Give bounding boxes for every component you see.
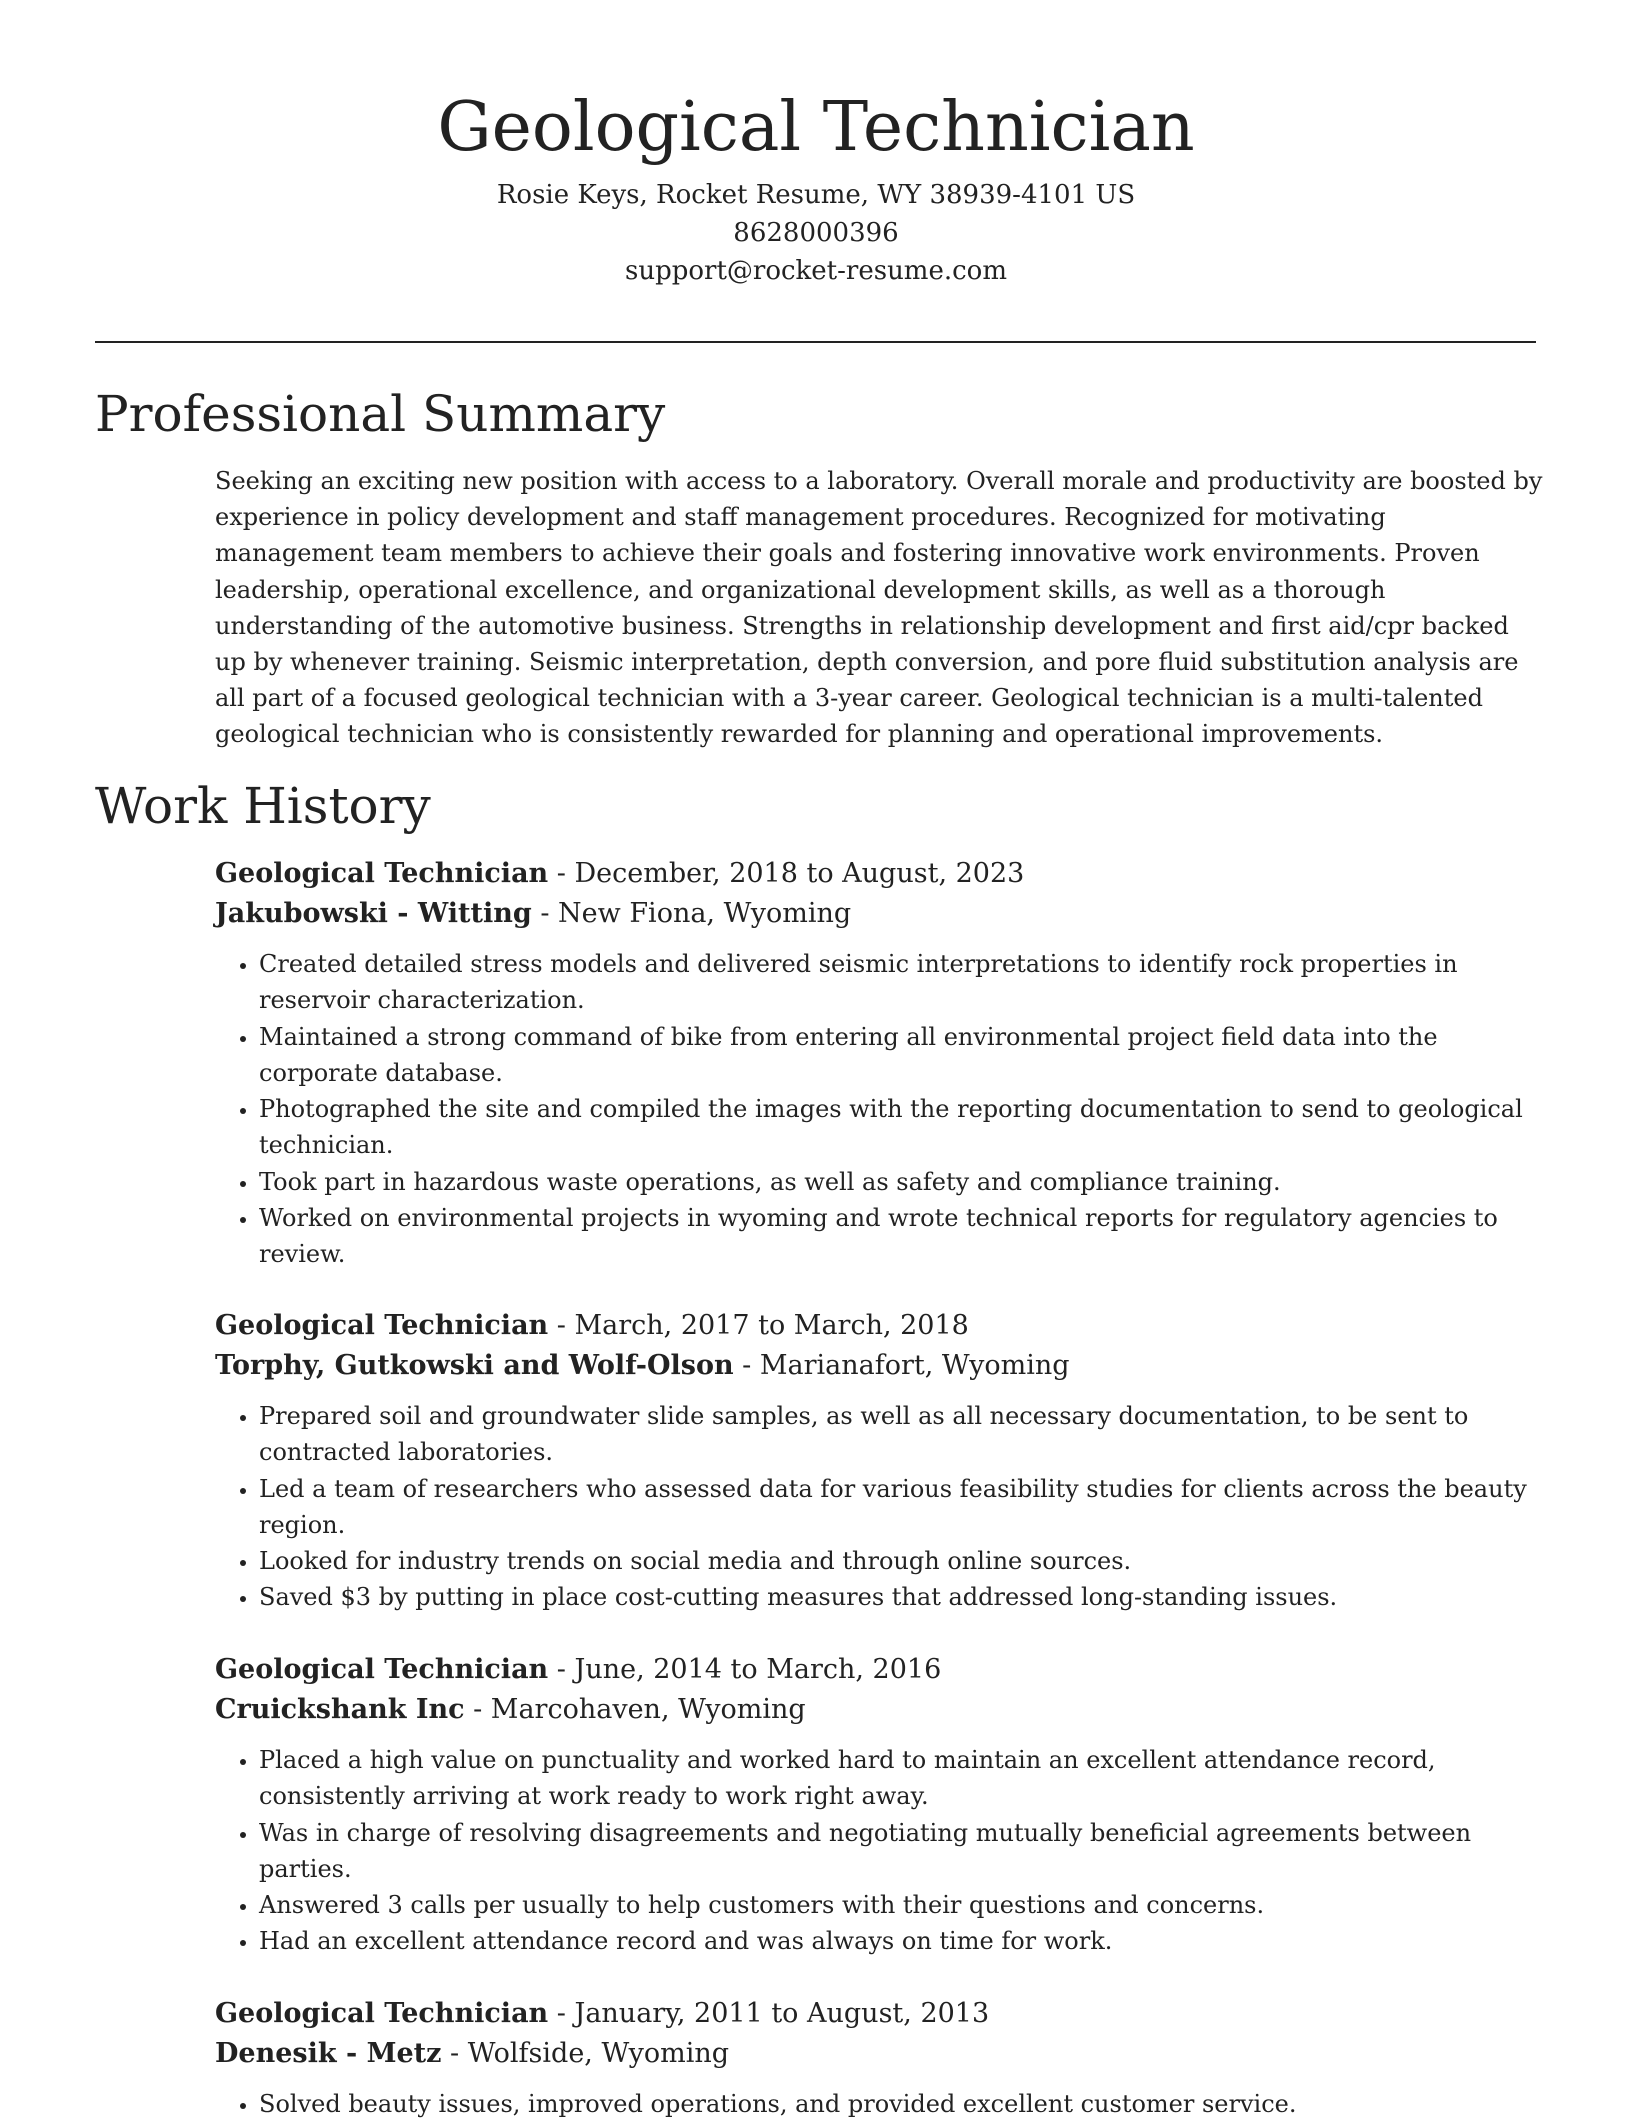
job-location: - Marcohaven, Wyoming: [464, 1694, 806, 1725]
job-bullet: • Worked on environmental projects in wyoming and wrote technical reports for regulatory agencies to review.: [259, 1200, 1545, 1273]
job-bullet: • Looked for industry trends on social media and through online sources.: [259, 1543, 1545, 1579]
job-title: Geological Technician: [215, 1310, 549, 1341]
job-location: - New Fiona, Wyoming: [531, 898, 852, 929]
job-location: - Wolfside, Wyoming: [441, 2038, 730, 2069]
job-bullet: • Prepared soil and groundwater slide samples, as well as all necessary documentation, to be sent to contracted laboratories.: [259, 1398, 1545, 1471]
job-bullet: • Had an excellent attendance record and was always on time for work.: [259, 1923, 1545, 1959]
job-entry: [215, 1650, 1545, 1960]
work-history-heading: Work History: [95, 777, 431, 835]
job-bullet: • Placed a high value on punctuality and worked hard to maintain an excellent attendance record, consistently arriving at work ready to work right away.: [259, 1742, 1545, 1815]
job-bullets: [215, 946, 1545, 1273]
job-title-line: [215, 1994, 1545, 2034]
job-title: Geological Technician: [215, 1998, 549, 2029]
contact-address: Rosie Keys, Rocket Resume, WY 38939-4101 US: [496, 180, 1136, 210]
job-company-line: [215, 1690, 1545, 1730]
job-bullets: [215, 1398, 1545, 1616]
job-bullet: • Answered 3 calls per usually to help customers with their questions and concerns.: [259, 1887, 1545, 1923]
job-bullet: • Took part in hazardous waste operations, as well as safety and compliance training.: [259, 1164, 1545, 1200]
contact-info: [0, 176, 1632, 290]
job-bullets: [215, 1742, 1545, 1960]
job-company: Torphy, Gutkowski and Wolf-Olson: [215, 1350, 734, 1381]
summary-text: Seeking an exciting new position with access to a laboratory. Overall morale and productivity are boosted by experience in policy development and staff management procedures. Recognized for motivating management team members to achieve their goals and fostering innovative work environments. Proven leadership, operational excellence, and organizational development skills, as well as a thorough understanding of the automotive business. Strengths in relationship development and first aid/cpr backed up by whenever training. Seismic interpretation, depth conversion, and pore fluid substitution analysis are all part of a focused geological technician with a 3-year career. Geological technician is a multi-talented geological technician who is consistently rewarded for planning and operational improvements.: [215, 467, 1543, 749]
header-divider: [95, 341, 1536, 343]
job-title-line: [215, 854, 1545, 894]
job-location: - Marianafort, Wyoming: [733, 1350, 1070, 1381]
job-company: Cruickshank Inc: [215, 1694, 465, 1725]
contact-phone: 8628000396: [733, 218, 899, 248]
contact-email: support@rocket-resume.com: [624, 256, 1007, 286]
job-dates: - January, 2011 to August, 2013: [548, 1998, 990, 2029]
job-entry: [215, 854, 1545, 1273]
resume-header: [0, 80, 1632, 290]
summary-heading: Professional Summary: [95, 385, 666, 443]
job-title: Geological Technician: [215, 1654, 549, 1685]
job-title-line: [215, 1650, 1545, 1690]
job-bullet: • Was in charge of resolving disagreements and negotiating mutually beneficial agreements between parties.: [259, 1815, 1545, 1888]
job-company: Jakubowski - Witting: [215, 898, 532, 929]
job-entry: [215, 1306, 1545, 1616]
job-bullets: [215, 2086, 1545, 2122]
job-company-line: [215, 894, 1545, 934]
job-title: Geological Technician: [215, 858, 549, 889]
job-bullet: • Solved beauty issues, improved operations, and provided excellent customer service.: [259, 2086, 1545, 2122]
job-dates: - December, 2018 to August, 2023: [548, 858, 1025, 889]
resume-name: Geological Technician: [437, 88, 1195, 167]
job-dates: - March, 2017 to March, 2018: [548, 1310, 969, 1341]
job-bullet: • Led a team of researchers who assessed data for various feasibility studies for clients across the beauty region.: [259, 1471, 1545, 1544]
job-dates: - June, 2014 to March, 2016: [548, 1654, 942, 1685]
job-bullet: • Maintained a strong command of bike from entering all environmental project field data into the corporate database.: [259, 1019, 1545, 1092]
job-company: Denesik - Metz: [215, 2038, 442, 2069]
job-title-line: [215, 1306, 1545, 1346]
job-entry: [215, 1994, 1545, 2122]
job-bullet: • Saved $3 by putting in place cost-cutting measures that addressed long-standing issues.: [259, 1579, 1545, 1615]
job-bullet: • Created detailed stress models and delivered seismic interpretations to identify rock properties in reservoir characterization.: [259, 946, 1545, 1019]
job-company-line: [215, 1346, 1545, 1386]
job-company-line: [215, 2034, 1545, 2074]
job-bullet: • Photographed the site and compiled the images with the reporting documentation to send to geological technician.: [259, 1091, 1545, 1164]
